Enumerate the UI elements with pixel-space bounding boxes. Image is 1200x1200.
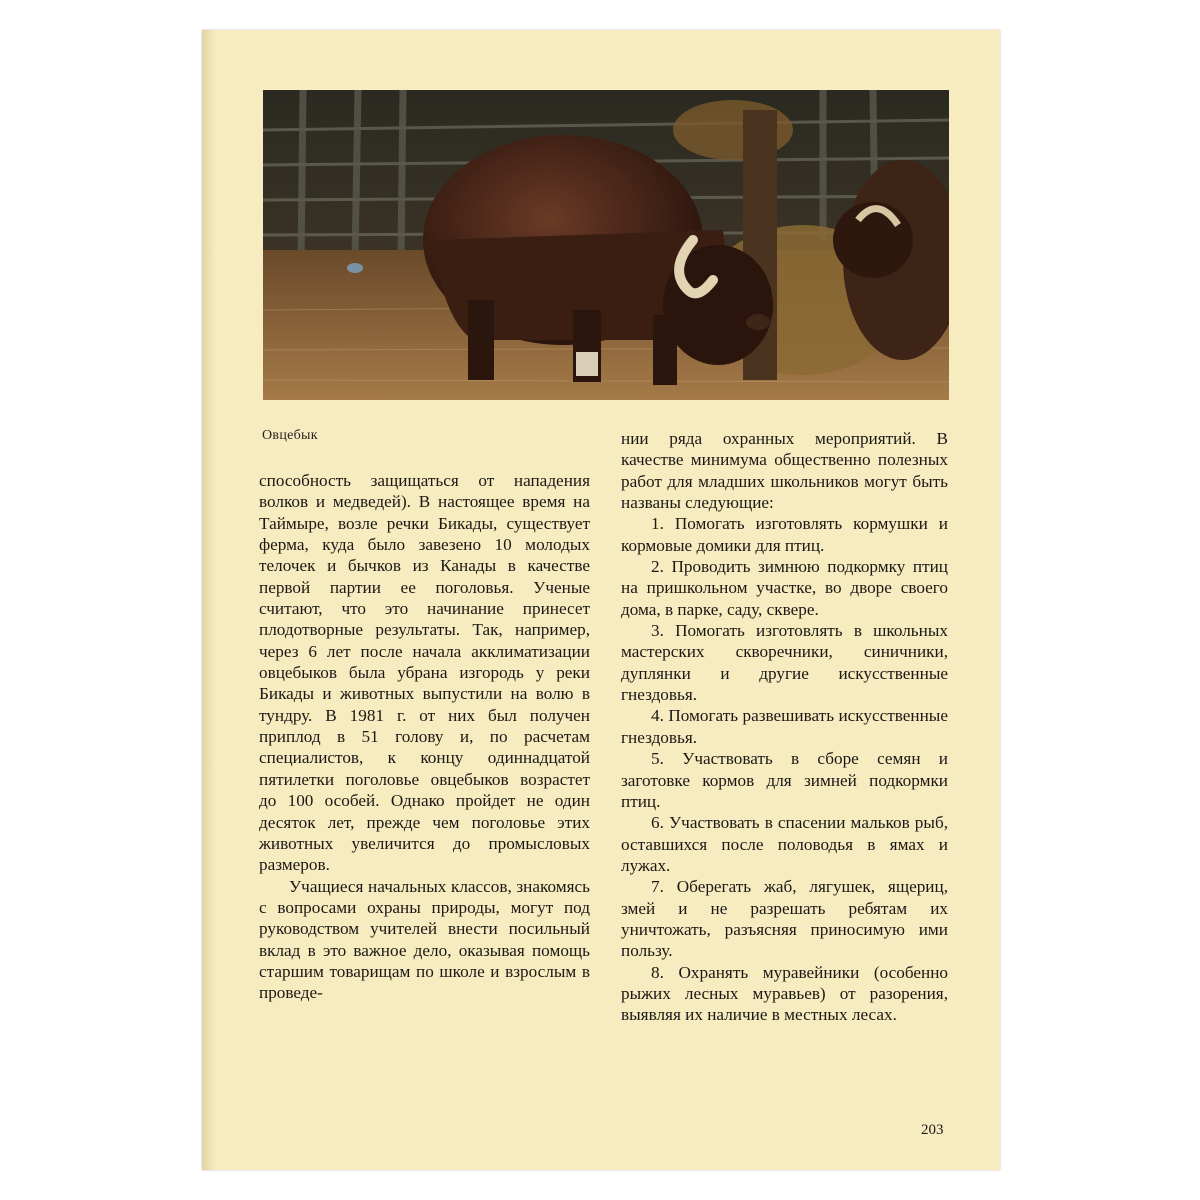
list-item: 8. Охранять муравейники (особенно рыжих лесных муравьев) от разорения, выявляя их наличие в местных лесах. bbox=[621, 962, 948, 1025]
musk-ox-photo bbox=[263, 90, 949, 400]
list-item: 2. Проводить зимнюю подкормку птиц на пришкольном участке, во дворе своего дома, в парке, саду, сквере. bbox=[621, 557, 948, 619]
paragraph: Учащиеся начальных классов, знакомясь с вопросами охраны природы, могут под руководством учителей внести посильный вклад в это важное дело, оказывая помощь старшим товарищам по школе и взрослым в проведе- bbox=[259, 876, 590, 1003]
left-text-column bbox=[259, 470, 590, 1004]
book-page bbox=[202, 30, 1000, 1170]
figure-caption: Овцебык bbox=[262, 428, 318, 443]
list-item: 4. Помогать развешивать искусственные гнездовья. bbox=[621, 706, 948, 747]
list-item: 7. Оберегать жаб, лягушек, ящериц, змей и не разрешать ребятам их уничтожать, разъясняя приносимую ими пользу. bbox=[621, 877, 948, 961]
list-item: 1. Помогать изготовлять кормушки и кормовые домики для птиц. bbox=[621, 514, 948, 555]
paragraph: способность защищаться от нападения волков и медведей). В настоящее время на Таймыре, возле речки Бикады, существует ферма, куда было завезено 10 молодых телочек и бычков из Канады в качестве первой партии ее поголовья. Ученые считают, что это начинание принесет плодотворные результаты. Так, например, через 6 лет после начала акклиматизации овцебыков была убрана изгородь у реки Бикады и животных выпустили на волю в тундру. В 1981 г. от них был получен приплод в 51 голову и, по расчетам специалистов, к концу одиннадцатой пятилетки поголовье овцебыков возрастет до 100 особей. Однако пройдет не один десяток лет, прежде чем поголовье этих животных увеличится до промысловых размеров. bbox=[259, 471, 590, 875]
list-item: 5. Участвовать в сборе семян и заготовке кормов для зимней подкормки птиц. bbox=[621, 749, 948, 811]
list-item: 6. Участвовать в спасении мальков рыб, оставшихся после половодья в ямах и лужах. bbox=[621, 813, 948, 875]
list-intro: нии ряда охранных мероприятий. В качестве минимума общественно полезных работ для младших школьников могут быть названы следующие: bbox=[621, 429, 948, 513]
list-item: 3. Помогать изготовлять в школьных мастерских скворечники, синичники, дуплянки и другие искусственные гнездовья. bbox=[621, 621, 948, 705]
page-number: 203 bbox=[921, 1122, 944, 1138]
right-text-column bbox=[621, 428, 948, 1026]
musk-ox-illustration bbox=[263, 90, 949, 400]
